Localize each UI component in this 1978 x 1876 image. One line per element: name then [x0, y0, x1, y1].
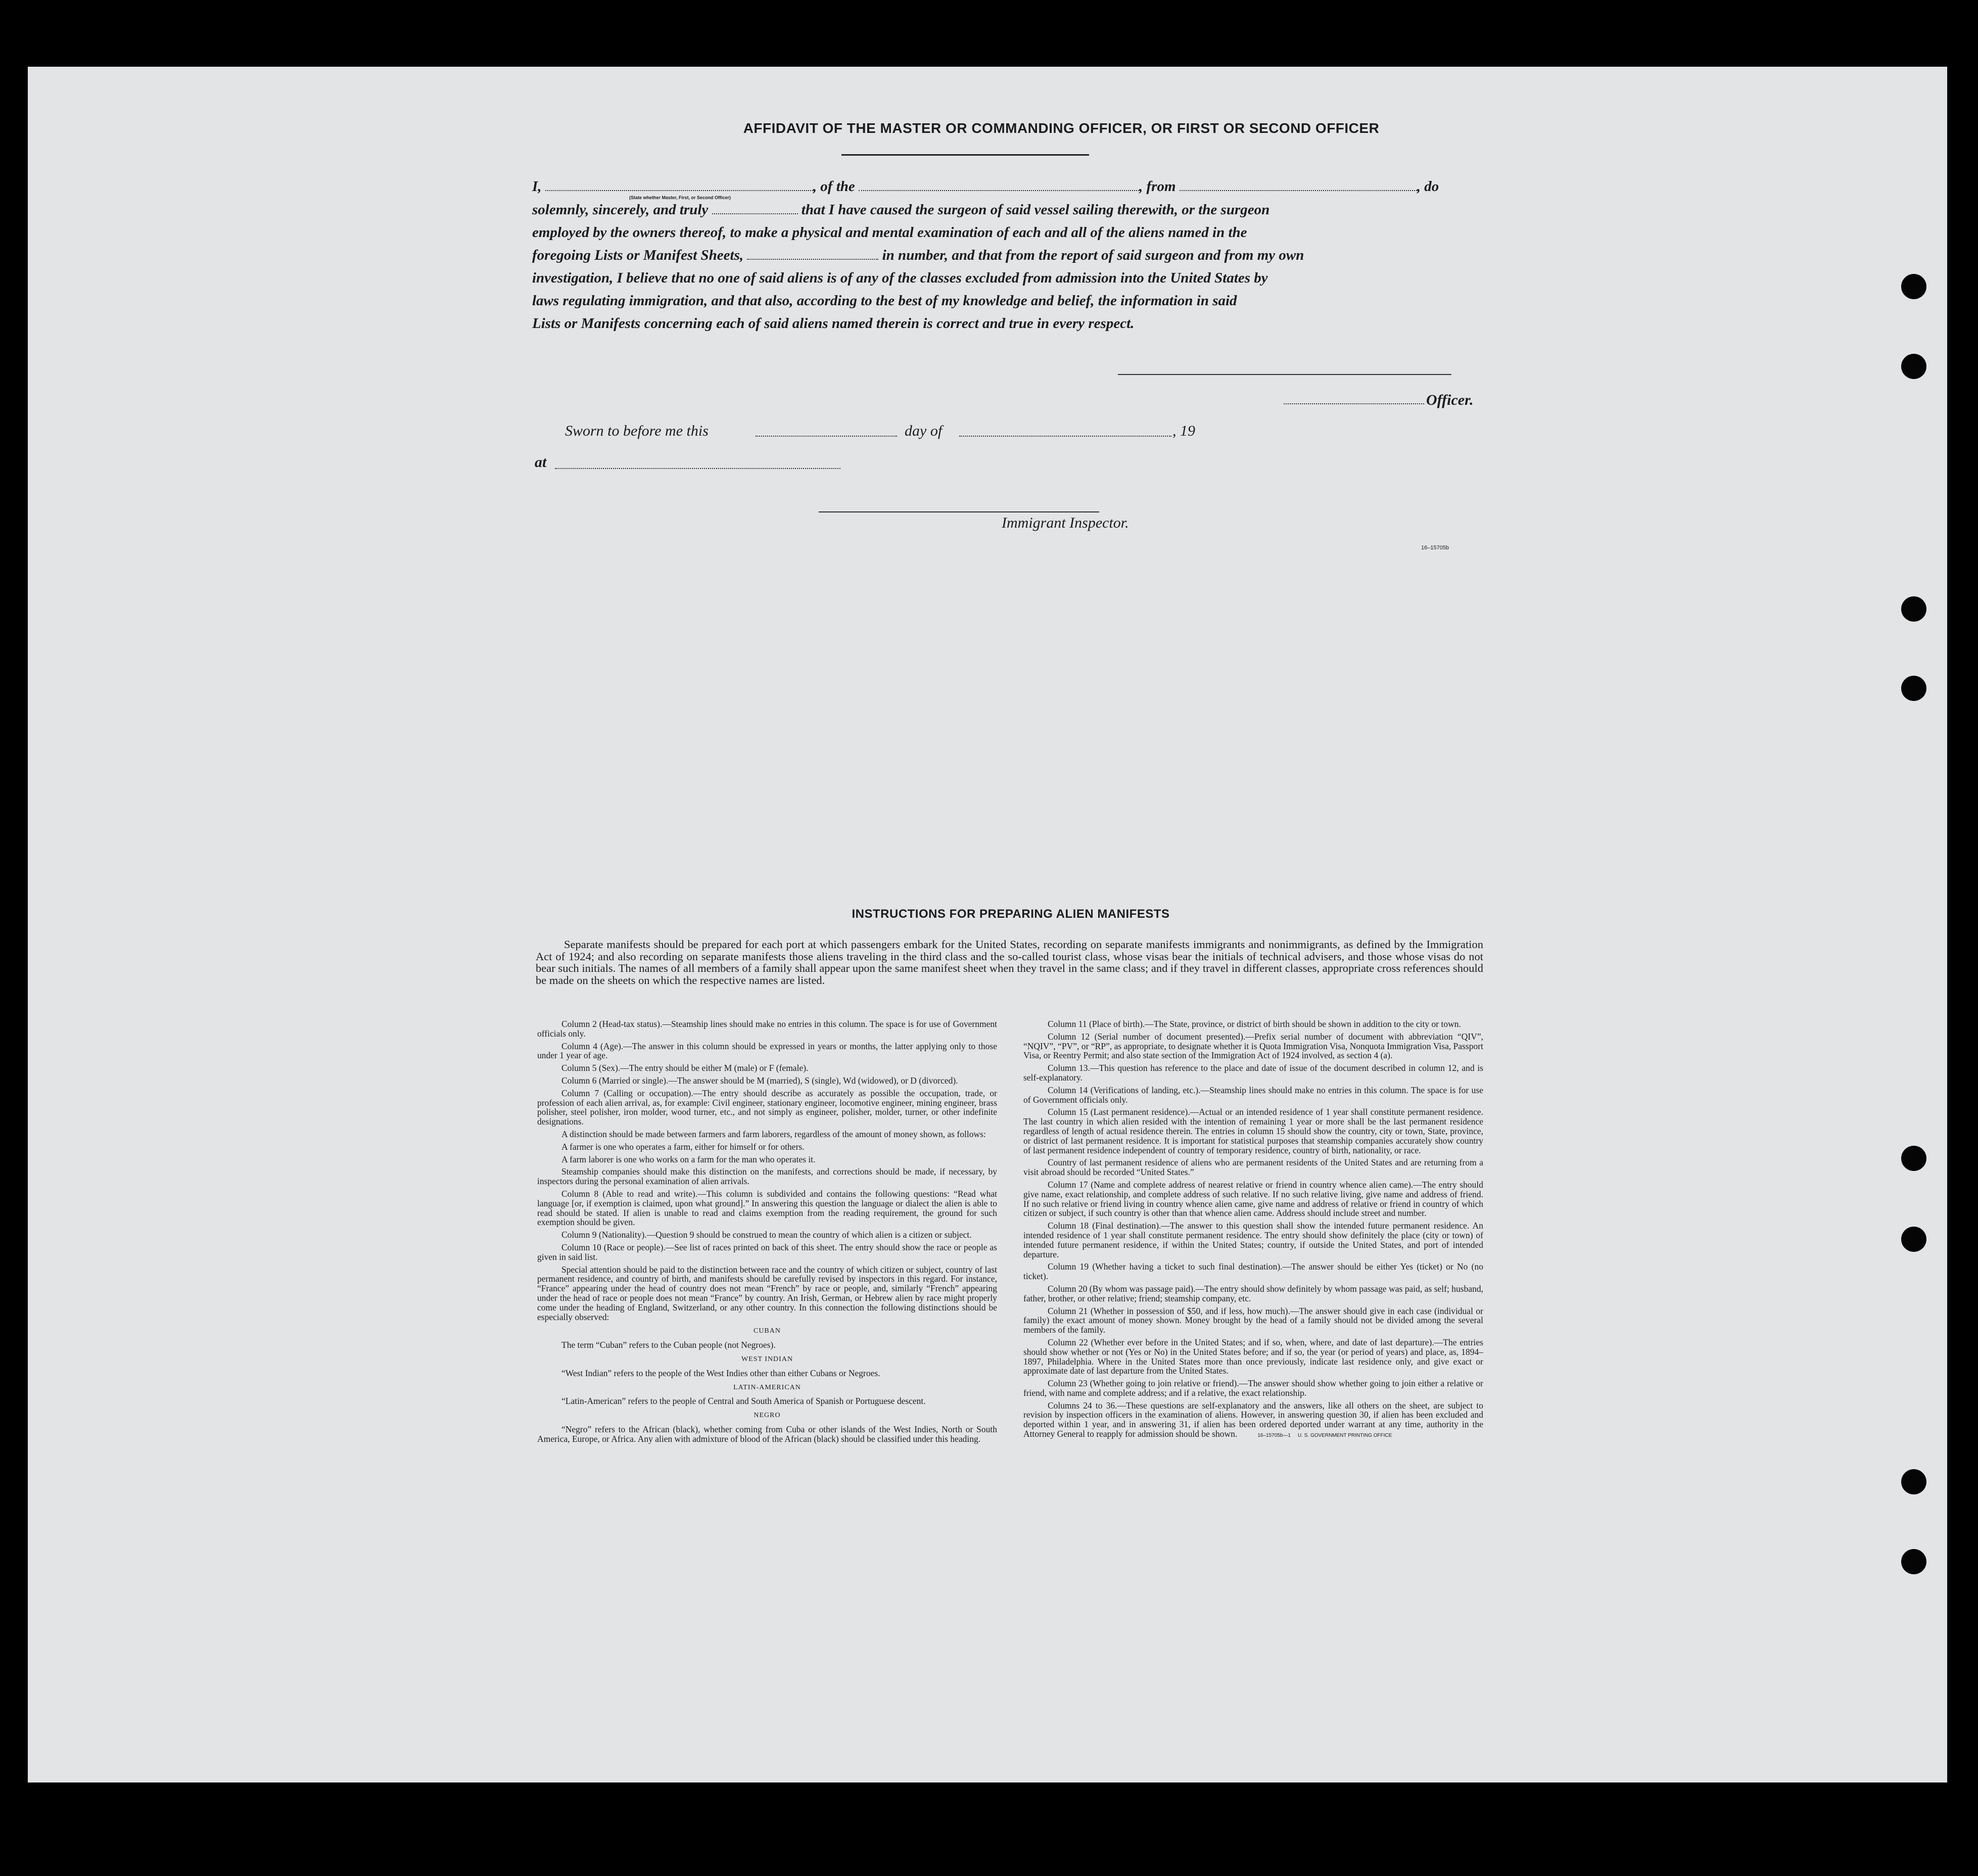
oath-blank[interactable]	[712, 201, 798, 214]
subheading-negro: NEGRO	[753, 1412, 781, 1420]
instruction-paragraph: Column 19 (Whether having a ticket to such final destination).—The answer should be either Yes (ticket) or No (no ticket).	[1023, 1261, 1483, 1282]
instruction-paragraph: Column 5 (Sex).—The entry should be either M (male) or F (female).	[561, 1063, 809, 1073]
instruction-paragraph: Country of last permanent residence of aliens who are permanent residents of the United States and are returning from a visit abroad should be recorded “United States.”	[1023, 1157, 1483, 1178]
line-text: in number, and that from the report of said surgeon and from my own	[882, 247, 1304, 263]
line-text: that I have caused the surgeon of said vessel sailing therewith, or the surgeon	[801, 202, 1270, 218]
port-blank[interactable]	[1180, 178, 1417, 191]
sworn-month-blank[interactable]	[959, 436, 1171, 437]
instructions-left-column	[537, 1019, 997, 1446]
instructions-title: INSTRUCTIONS FOR PREPARING ALIEN MANIFESTS	[852, 907, 1170, 921]
affidavit-title: AFFIDAVIT OF THE MASTER OR COMMANDING OFFICER, OR FIRST OR SECOND OFFICER	[743, 120, 1380, 136]
punch-hole	[1901, 274, 1926, 299]
name-blank[interactable]	[545, 178, 813, 191]
instruction-paragraph: A farmer is one who operates a farm, either for himself or for others.	[561, 1141, 805, 1152]
instruction-paragraph: Column 12 (Serial number of document presented).—Prefix serial number of document with abbreviation “QIV”, “NQIV”, “PV”, or “RP”, as appropriate, to designate whether it is Quota Immigration Visa, Nonquota Immigration Visa, Passport Visa, or Reentry Permit; and also state section of the Immigration Act of 1924 involved, as section 4 (a).	[1023, 1031, 1483, 1061]
instruction-paragraph: “Latin-American” refers to the people of Central and South America of Spanish or Portuguese descent.	[561, 1396, 926, 1406]
instruction-paragraph: Steamship companies should make this distinction on the manifests, and corrections should be made, if necessary, by inspectors during the personal examination of alien arrivals.	[537, 1166, 997, 1187]
subheading-latin-american: LATIN-AMERICAN	[733, 1383, 801, 1391]
sworn-text: Sworn to before me this	[565, 423, 709, 439]
instruction-paragraph: Column 17 (Name and complete address of nearest relative or friend in country whence alien came).—The entry should give name, exact relationship, and complete address of such relative. If no such relative living, give name and address of friend. If no such relative or friend living in country whence alien came, give name and address of relative or friend in country of which citizen or subject, if such country is other than that whence alien came. Address should include street and number.	[1023, 1179, 1483, 1218]
punch-hole	[1901, 354, 1926, 379]
punch-hole	[1901, 676, 1926, 701]
vessel-blank[interactable]	[859, 178, 1139, 191]
instruction-paragraph	[1023, 1401, 1483, 1441]
instruction-paragraph: The term “Cuban” refers to the Cuban people (not Negroes).	[561, 1340, 776, 1350]
sworn-day-label: day of	[905, 423, 943, 439]
instruction-paragraph: Column 18 (Final destination).—The answer to this question shall show the intended future permanent residence. An intended residence of 1 year shall constitute permanent residence. The entry should show definitely the place (city or town) of intended future permanent residence, if within the United States; country, if outside the United States, and port of intended departure.	[1023, 1221, 1483, 1259]
instruction-paragraph: Column 11 (Place of birth).—The State, province, or district of birth should be shown in addition to the city or town.	[1048, 1019, 1461, 1029]
form-code: 16–15705b	[1421, 545, 1449, 551]
instruction-paragraph: Column 22 (Whether ever before in the United States; and if so, when, where, and date of last departure).—The entries should show whether or not (Yes or No) in the United States before; and if so, the year (or period of years) and place, as, 1894–1897, Philadelphia. Where in the United States more than once previously, indicate last residence only, and give exact or approximate date of last departure from the United States.	[1023, 1337, 1483, 1376]
officer-blank[interactable]	[1284, 403, 1424, 404]
subheading-west-indian: WEST INDIAN	[741, 1355, 793, 1363]
affidavit-line-3: employed by the owners thereof, to make a physical and mental examination of each and all of the aliens named in the	[532, 224, 1247, 241]
affidavit-line-2	[532, 201, 1482, 218]
sworn-day-blank[interactable]	[756, 436, 897, 437]
punch-hole	[1901, 1227, 1926, 1252]
instruction-paragraph: Column 7 (Calling or occupation).—The entry should describe as accurately as possible the occupation, trade, or profession of each alien arrival, as, for example: Civil engineer, stationary engineer, locomotive engineer, mining engineer, brass polisher, steel polisher, iron molder, wood turner, etc., and not simply as engineer, polisher, molder, turner, or other indefinite designations.	[537, 1088, 997, 1127]
final-paragraph-text: Columns 24 to 36.—These questions are self-explanatory and the answers, like all others on the sheet, are subject to revision by inspection officers in the examination of aliens. However, in answering question 30, if alien has been excluded and deported within 1 year, and in answering 31, if alien has been ordered deported under warrant at any time, authority in the Attorney General to reapply for admission should be shown.	[1023, 1400, 1483, 1439]
instruction-paragraph: Column 4 (Age).—The answer in this column should be expressed in years or months, the latter applying only to those under 1 year of age.	[537, 1041, 997, 1061]
officer-label: Officer.	[1426, 392, 1474, 408]
title-rule	[841, 154, 1089, 156]
instruction-paragraph: Column 23 (Whether going to join relative or friend).—The answer should show whether going to join either a relative or friend, with name and complete address; and if a relative, the exact relationship.	[1023, 1378, 1483, 1398]
footer-code: 16–15705b—1	[1257, 1433, 1291, 1439]
instruction-paragraph: Column 6 (Married or single).—The answer should be M (married), S (single), Wd (widowed), or D (divorced).	[561, 1075, 958, 1086]
instruction-paragraph: “West Indian” refers to the people of the West Indies other than either Cubans or Negroes.	[561, 1368, 880, 1378]
instruction-paragraph: Column 20 (By whom was passage paid).—The entry should show definitely by whom passage was paid, as self; husband, father, brother, or other relative; friend; steamship company, etc.	[1023, 1283, 1483, 1303]
instructions-intro: Separate manifests should be prepared for each port at which passengers embark for the United States, recording on separate manifests immigrants and nonimmigrants, as defined by the Immigration Act of 1924; and also recording on separate manifests those aliens traveling in the third class and the so-called tourist class, whose visas bear the initials of technical advisers, and those whose visas do not bear such initials. The names of all members of a family shall appear upon the same manifest sheet when they travel in the same class; and if they travel in different classes, appropriate cross references should be made on the sheets on which the respective names are listed.	[536, 938, 1483, 987]
subheading-cuban: CUBAN	[753, 1327, 781, 1335]
printer-note: U. S. GOVERNMENT PRINTING OFFICE	[1297, 1433, 1392, 1439]
instruction-paragraph: Column 10 (Race or people).—See list of races printed on back of this sheet. The entry should show the race or people as given in said list.	[537, 1242, 997, 1262]
line-text: solemnly, sincerely, and truly	[532, 202, 709, 218]
instruction-paragraph: “Negro” refers to the African (black), whether coming from Cuba or other islands of the West Indies, North or South America, Europe, or Africa. Any alien with admixture of blood of the African (black) should be classified under this heading.	[537, 1424, 997, 1444]
punch-hole	[1901, 596, 1926, 622]
instruction-paragraph: Column 13.—This question has reference to the place and date of issue of the document described in column 12, and is self-explanatory.	[1023, 1063, 1483, 1083]
inspector-signature-line[interactable]	[819, 511, 1099, 512]
instruction-paragraph: Column 21 (Whether in possession of $50, and if less, how much).—The answer should give in each case (individual or family) the exact amount of money shown. Money brought by the head of a family should not be divided among the several members of the family.	[1023, 1305, 1483, 1335]
affidavit-line-4	[532, 247, 1482, 264]
state-note: (State whether Master, First, or Second Officer)	[629, 195, 731, 200]
instruction-paragraph: A farm laborer is one who works on a farm for the man who operates it.	[561, 1154, 816, 1164]
instruction-paragraph: Special attention should be paid to the distinction between race and the country of which citizen or subject, country of last permanent residence, and country of birth, and manifests should be carefully revised by inspectors in this regard. For instance, “France” appearing under the head of country does not mean “French” by race or people, and, similarly “French” appearing under the head of race or people does not mean “France” by country. An Irish, German, or Hebrew alien by race might properly come under the heading of England, Switzerland, or any other country. In this connection the following distinctions should be especially observed:	[537, 1264, 997, 1322]
punch-hole	[1901, 1549, 1926, 1574]
signature-line[interactable]	[1118, 374, 1451, 375]
place-blank[interactable]	[555, 468, 840, 469]
instructions-right-column	[1023, 1019, 1483, 1444]
line-text: , do	[1417, 178, 1439, 195]
at-label: at	[535, 454, 547, 471]
punch-hole	[1901, 1469, 1926, 1494]
line-text: , of the	[813, 178, 855, 195]
instruction-paragraph: Column 2 (Head-tax status).—Steamship lines should make no entries in this column. The space is for use of Government officials only.	[537, 1019, 997, 1039]
instruction-paragraph: Column 15 (Last permanent residence).—Actual or an intended residence of 1 year shall constitute permanent residence. The last country in which alien resided with the intention of remaining 1 year or more shall be the last permanent residence regardless of length of actual residence therein. The entries in column 15 should show the country, city or town, State, province, or district of last permanent residence. It is important for statistical purposes that steamship companies accurately show country of last permanent residence independent of country of temporary residence, country of birth, nationality, or race.	[1023, 1107, 1483, 1155]
instruction-paragraph: Column 9 (Nationality).—Question 9 should be construed to mean the country of which alien is a citizen or subject.	[561, 1230, 972, 1240]
instruction-paragraph: Column 8 (Able to read and write).—This column is subdivided and contains the following questions: “Read what language [or, if exemption is claimed, upon what ground].” In answering this question the language or dialect the alien is able to read should be stated. If alien is unable to read and claims exemption from the reading requirement, the ground for such exemption should be given.	[537, 1188, 997, 1228]
instruction-paragraph: Column 14 (Verifications of landing, etc.).—Steamship lines should make no entries in this column. The space is for use of Government officials only.	[1023, 1085, 1483, 1105]
line-text: foregoing Lists or Manifest Sheets,	[532, 247, 744, 263]
inspector-label: Immigrant Inspector.	[1002, 514, 1129, 531]
count-blank[interactable]	[747, 247, 878, 260]
affidavit-line-7: Lists or Manifests concerning each of said aliens named therein is correct and true in every respect.	[532, 315, 1135, 332]
punch-hole	[1901, 1146, 1926, 1171]
sworn-year-label: , 19	[1172, 423, 1195, 439]
line-text: , from	[1139, 178, 1176, 195]
line-text: I,	[532, 178, 542, 195]
affidavit-line-6: laws regulating immigration, and that also, according to the best of my knowledge and belief, the information in said	[532, 293, 1237, 309]
instruction-paragraph: A distinction should be made between farmers and farm laborers, regardless of the amount of money shown, as follows:	[561, 1129, 986, 1139]
affidavit-line-1	[532, 178, 1482, 195]
affidavit-line-5: investigation, I believe that no one of said aliens is of any of the classes excluded from admission into the United States by	[532, 270, 1268, 286]
